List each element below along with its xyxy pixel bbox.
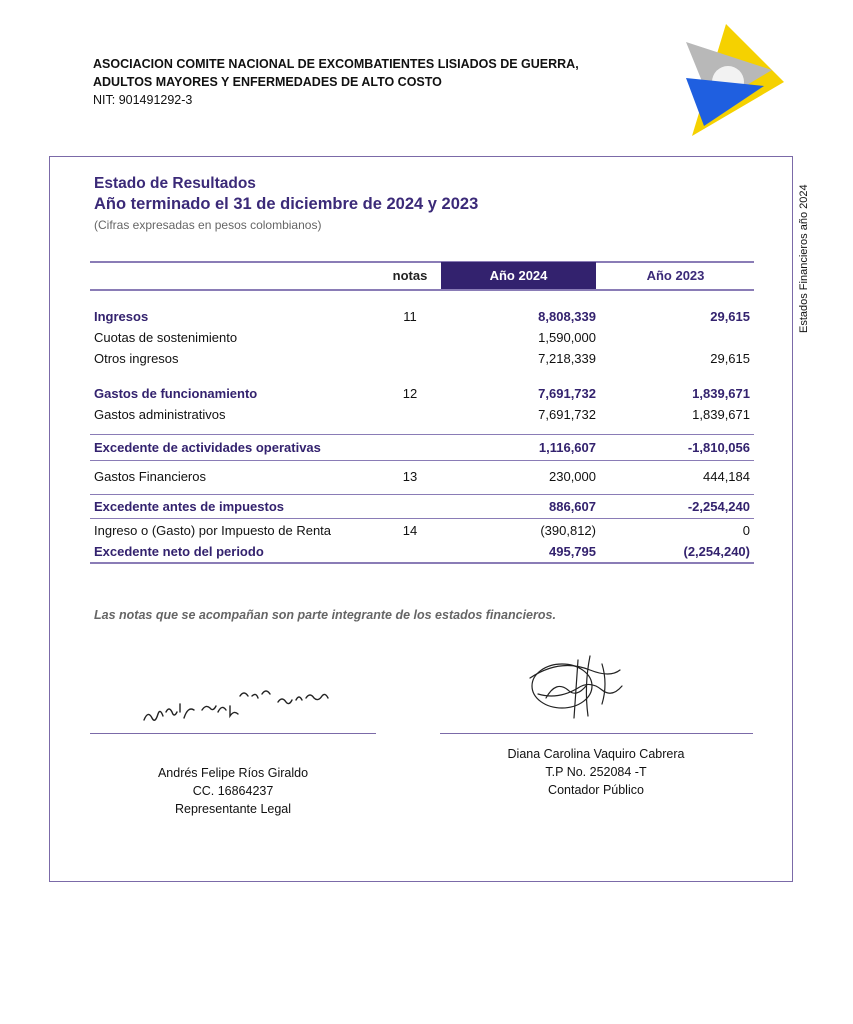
accountant-id: T.P No. 252084 -T: [545, 765, 647, 779]
side-label: Estados Financieros año 2024: [798, 184, 810, 333]
table-row: [94, 349, 754, 369]
table-row: [94, 438, 754, 458]
row-value-2024: 230,000: [549, 469, 596, 484]
column-header-2023: Año 2023: [646, 268, 705, 283]
row-label: Gastos de funcionamiento: [94, 386, 258, 401]
row-value-2024: 7,691,732: [538, 386, 596, 401]
table-row: [94, 542, 754, 562]
accountant-role: Contador Público: [548, 783, 644, 797]
row-rule: [90, 494, 754, 495]
row-label: Excedente de actividades operativas: [94, 440, 321, 455]
row-label: Gastos Financieros: [94, 469, 206, 484]
table-row: [94, 384, 754, 404]
table-header-rule: [90, 289, 754, 291]
row-value-2023: 444,184: [703, 469, 750, 484]
row-value-2023: 1,839,671: [692, 386, 750, 401]
legal-rep-role: Representante Legal: [174, 802, 292, 816]
table-row: [94, 497, 754, 517]
org-name-line2: ADULTOS MAYORES Y ENFERMEDADES DE ALTO COSTO: [93, 75, 442, 89]
row-label: Otros ingresos: [94, 351, 179, 366]
table-bottom-rule: [90, 562, 754, 564]
row-label: Cuotas de sostenimiento: [94, 330, 238, 345]
table-row: [94, 307, 754, 327]
org-name-line1: ASOCIACION COMITE NACIONAL DE EXCOMBATIENTES LISIADOS DE GUERRA,: [93, 57, 579, 71]
row-label: Gastos administrativos: [94, 407, 226, 422]
accountant-signature-line: [440, 733, 753, 734]
column-header-2024: Año 2024: [441, 262, 596, 290]
statement-title: Estado de Resultados: [94, 175, 256, 192]
row-value-2023: 0: [742, 523, 750, 538]
row-value-2024: 7,691,732: [538, 407, 596, 422]
legal-rep-name: Andrés Felipe Ríos Giraldo: [157, 766, 309, 780]
row-value-2024: 495,795: [549, 544, 596, 559]
row-value-2024: 886,607: [549, 499, 596, 514]
table-row: [94, 328, 754, 348]
row-value-2023: 29,615: [710, 351, 750, 366]
row-value-2023: -2,254,240: [687, 499, 750, 514]
table-row: [94, 467, 754, 487]
table-row: [94, 405, 754, 425]
row-rule: [90, 460, 754, 461]
row-value-2023: (2,254,240): [683, 544, 750, 559]
row-label: Ingreso o (Gasto) por Impuesto de Renta: [94, 523, 332, 538]
row-rule: [90, 434, 754, 435]
accountant-name: Diana Carolina Vaquiro Cabrera: [507, 747, 685, 761]
organization-header: [93, 55, 579, 109]
statement-period: Año terminado el 31 de diciembre de 2024 y 2023: [94, 195, 479, 213]
row-nota: 12: [402, 386, 418, 401]
row-value-2024: 8,808,339: [538, 309, 596, 324]
row-label: Ingresos: [94, 309, 149, 324]
row-label: Excedente neto del periodo: [94, 544, 264, 559]
statement-title-block: [94, 174, 478, 214]
organization-logo: [684, 24, 784, 138]
row-rule: [90, 518, 754, 519]
row-nota: 14: [402, 523, 418, 538]
accountant-handwritten-signature: [520, 648, 630, 724]
statement-subtitle: (Cifras expresadas en pesos colombianos): [94, 218, 322, 232]
row-value-2024: 1,590,000: [538, 330, 596, 345]
legal-rep-id: CC. 16864237: [192, 784, 274, 798]
row-nota: 13: [402, 469, 418, 484]
row-value-2024: 1,116,607: [538, 440, 596, 455]
row-value-2023: -1,810,056: [687, 440, 750, 455]
legal-rep-block: [103, 764, 363, 818]
row-label: Excedente antes de impuestos: [94, 499, 285, 514]
row-value-2023: 1,839,671: [692, 407, 750, 422]
row-value-2024: (390,812): [540, 523, 596, 538]
column-header-notas: notas: [392, 268, 428, 283]
legal-rep-signature-line: [90, 733, 376, 734]
table-row: [94, 521, 754, 541]
row-value-2024: 7,218,339: [538, 351, 596, 366]
row-nota: 11: [403, 309, 417, 324]
accountant-block: [466, 745, 726, 799]
row-value-2023: 29,615: [710, 309, 750, 324]
statement-footnote: Las notas que se acompañan son parte integrante de los estados financieros.: [94, 608, 556, 622]
legal-rep-handwritten-signature: [140, 682, 340, 726]
org-nit: NIT: 901491292-3: [93, 93, 193, 107]
